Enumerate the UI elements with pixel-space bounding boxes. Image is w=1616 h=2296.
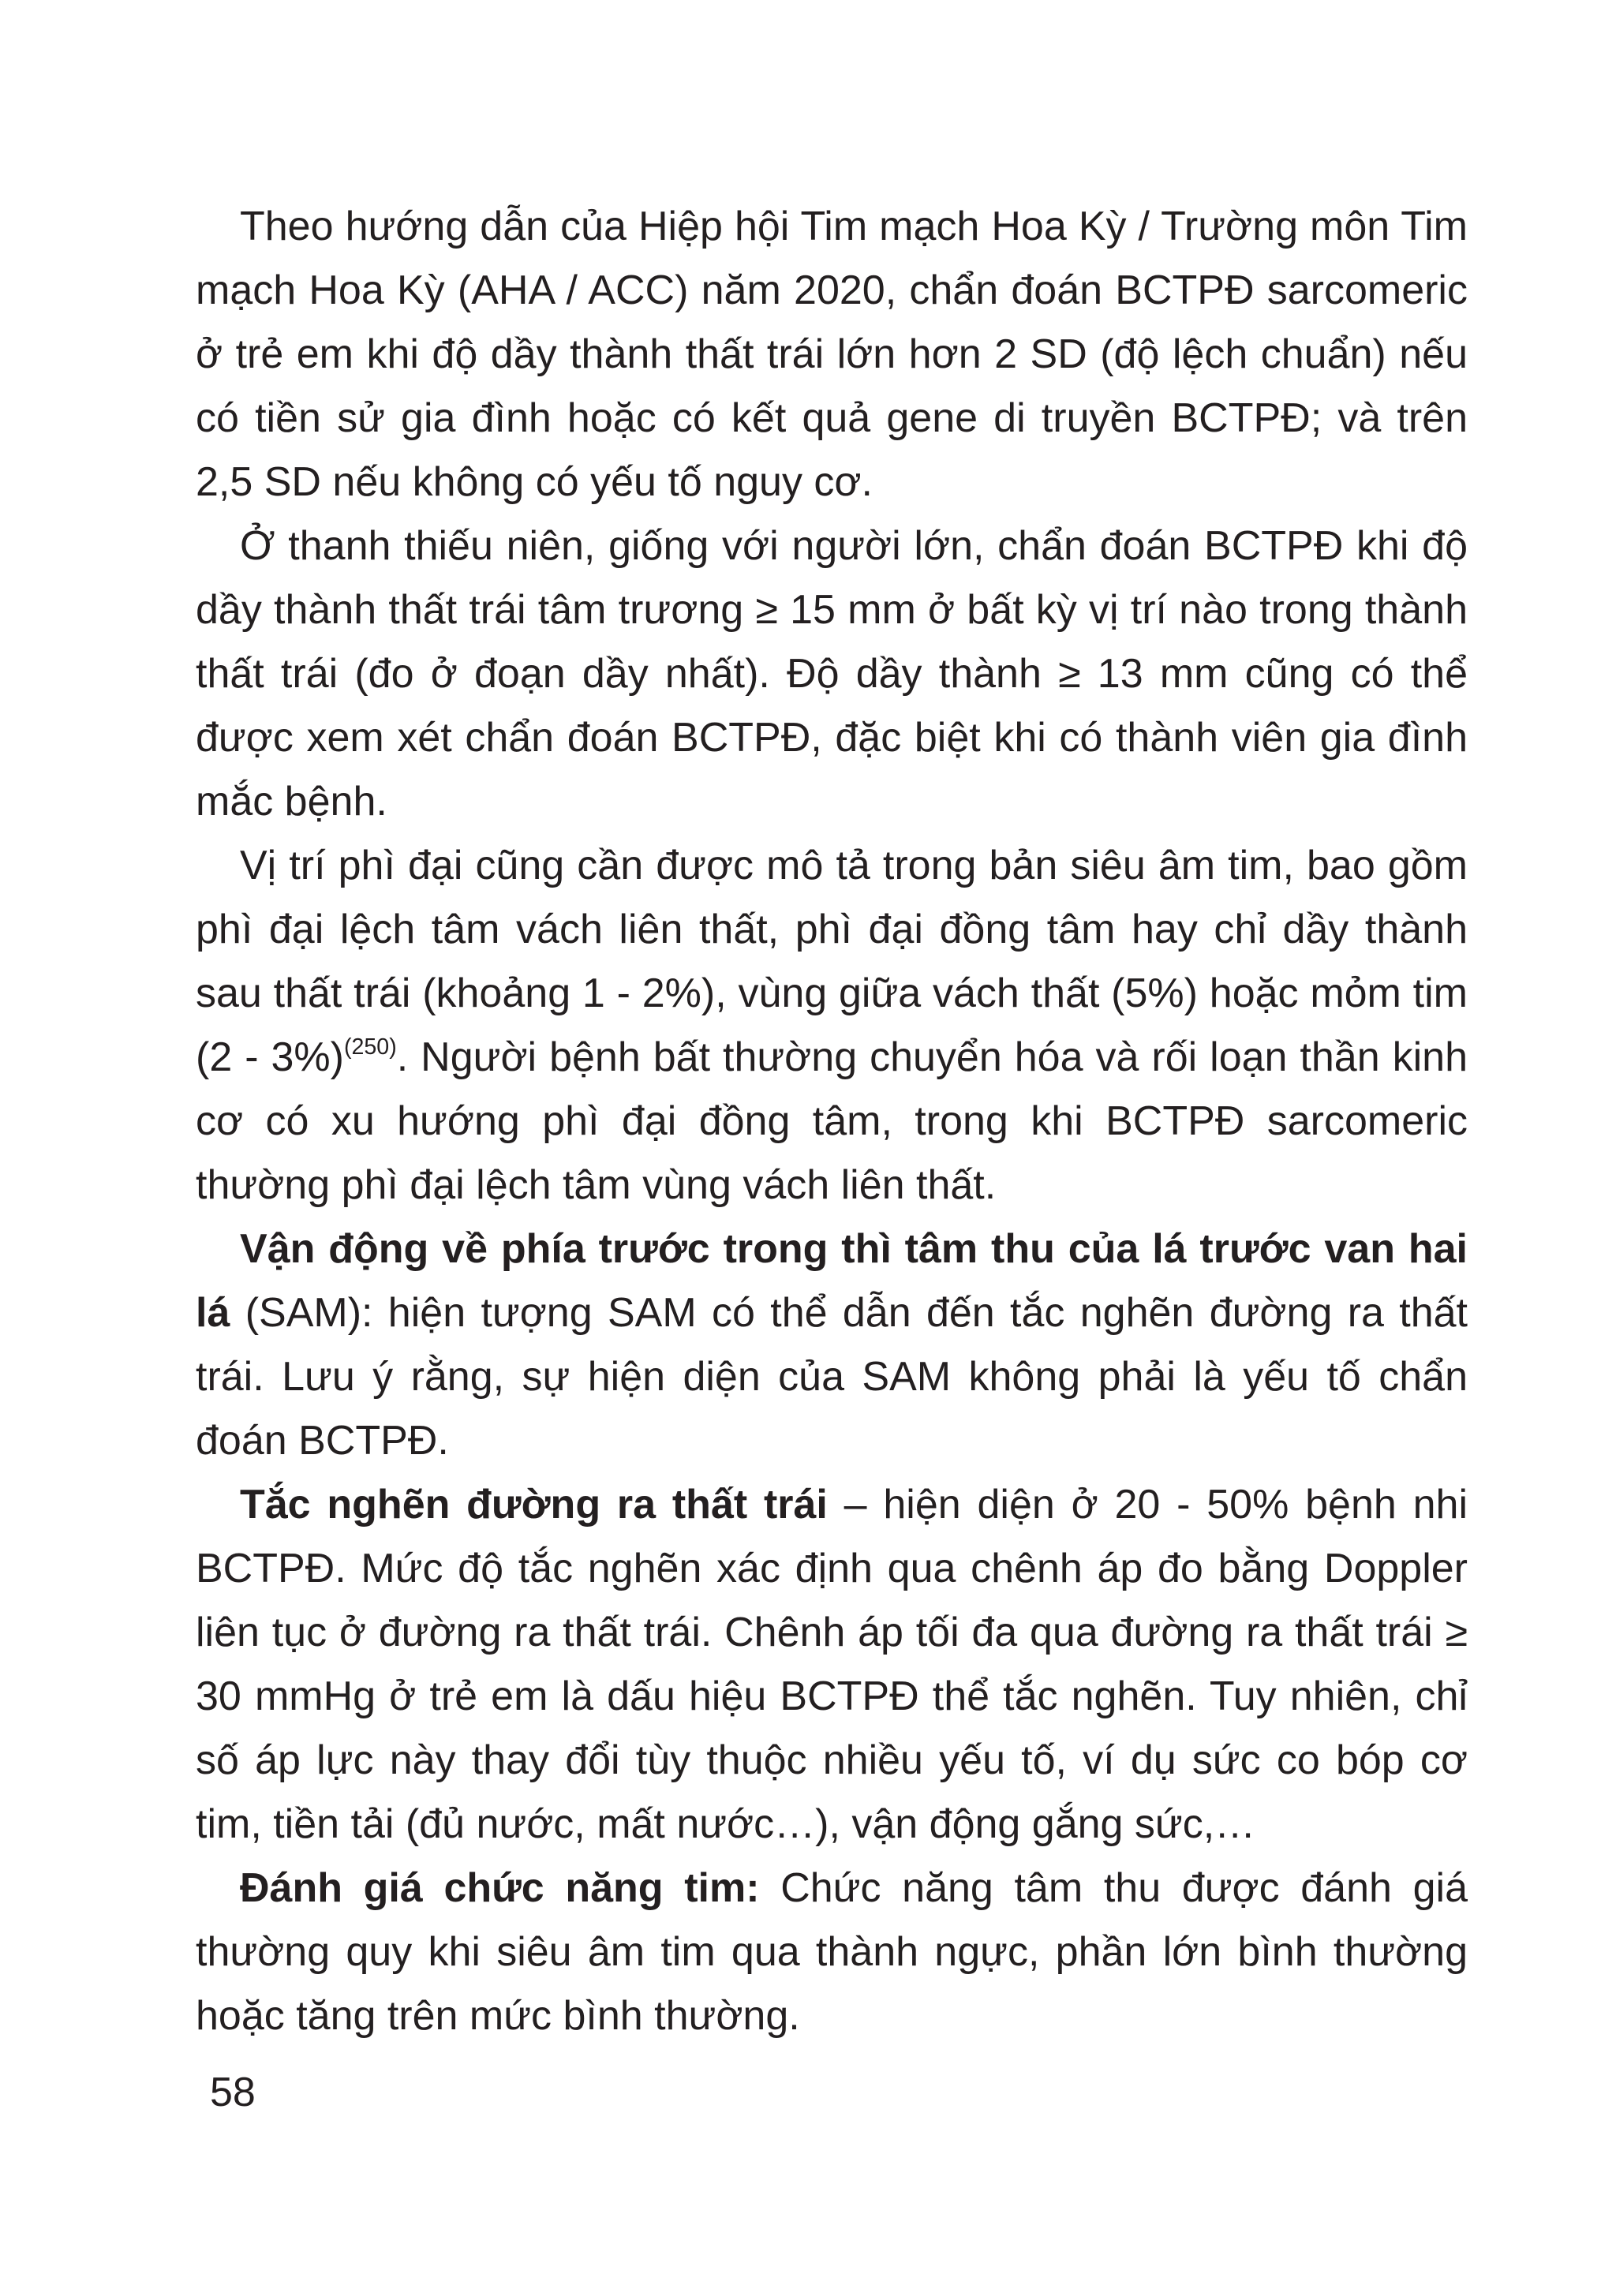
paragraph-text: Chức năng tâm thu được đánh giá thường quy khi siêu âm tim qua thành ngực, phần lớn bình thường hoặc tăng trên mức bình thường. (196, 1865, 1468, 2039)
paragraph-aha-acc-criteria (196, 195, 1468, 514)
paragraph-cardiac-function (196, 1857, 1468, 2048)
body-text (196, 195, 1468, 2048)
paragraph-text: Ở thanh thiếu niên, giống với người lớn, chẩn đoán BCTPĐ khi độ dầy thành thất trái tâm trương ≥ 15 mm ở bất kỳ vị trí nào trong thành thất trái (đo ở đoạn dầy nhất). Độ dầy thành ≥ 13 mm cũng có thể được xem xét chẩn đoán BCTPĐ, đặc biệt khi có thành viên gia đình mắc bệnh. (196, 523, 1468, 825)
citation-reference: (250) (343, 1034, 397, 1060)
paragraph-sam (196, 1217, 1468, 1473)
paragraph-text: . Người bệnh bất thường chuyển hóa và rối loạn thần kinh cơ có xu hướng phì đại đồng tâm, trong khi BCTPĐ sarcomeric thường phì đại lệch tâm vùng vách liên thất. (196, 1034, 1468, 1208)
paragraph-text: – hiện diện ở 20 - 50% bệnh nhi BCTPĐ. Mức độ tắc nghẽn xác định qua chênh áp đo bằng Doppler liên tục ở đường ra thất trái. Chênh áp tối đa qua đường ra thất trái ≥ 30 mmHg ở trẻ em là dấu hiệu BCTPĐ thể tắc nghẽn. Tuy nhiên, chỉ số áp lực này thay đổi tùy thuộc nhiều yếu tố, ví dụ sức co bóp cơ tim, tiền tải (đủ nước, mất nước…), vận động gắng sức,… (196, 1482, 1468, 1847)
paragraph-heading: Đánh giá chức năng tim: (240, 1865, 760, 1911)
paragraph-heading: Tắc nghẽn đường ra thất trái (240, 1482, 828, 1528)
paragraph-text: Vị trí phì đại cũng cần được mô tả trong bản siêu âm tim, bao gồm phì đại lệch tâm vách liên thất, phì đại đồng tâm hay chỉ dầy thành sau thất trái (khoảng 1 - 2%), vùng giữa vách thất (5%) hoặc mỏm tim (2 - 3%) (196, 843, 1468, 1080)
paragraph-text: Theo hướng dẫn của Hiệp hội Tim mạch Hoa Kỳ / Trường môn Tim mạch Hoa Kỳ (AHA / ACC) năm 2020, chẩn đoán BCTPĐ sarcomeric ở trẻ em khi độ dầy thành thất trái lớn hơn 2 SD (độ lệch chuẩn) nếu có tiền sử gia đình hoặc có kết quả gene di truyền BCTPĐ; và trên 2,5 SD nếu không có yếu tố nguy cơ. (196, 204, 1468, 505)
paragraph-text: (SAM): hiện tượng SAM có thể dẫn đến tắc nghẽn đường ra thất trái. Lưu ý rằng, sự hiện diện của SAM không phải là yếu tố chẩn đoán BCTPĐ. (196, 1290, 1468, 1464)
paragraph-hypertrophy-location (196, 834, 1468, 1217)
paragraph-heading: Vận động về phía trước trong thì tâm thu của lá trước van hai lá (196, 1226, 1468, 1336)
paragraph-lvot-obstruction (196, 1473, 1468, 1857)
paragraph-adolescent-criteria (196, 514, 1468, 834)
page-number: 58 (210, 2070, 256, 2115)
